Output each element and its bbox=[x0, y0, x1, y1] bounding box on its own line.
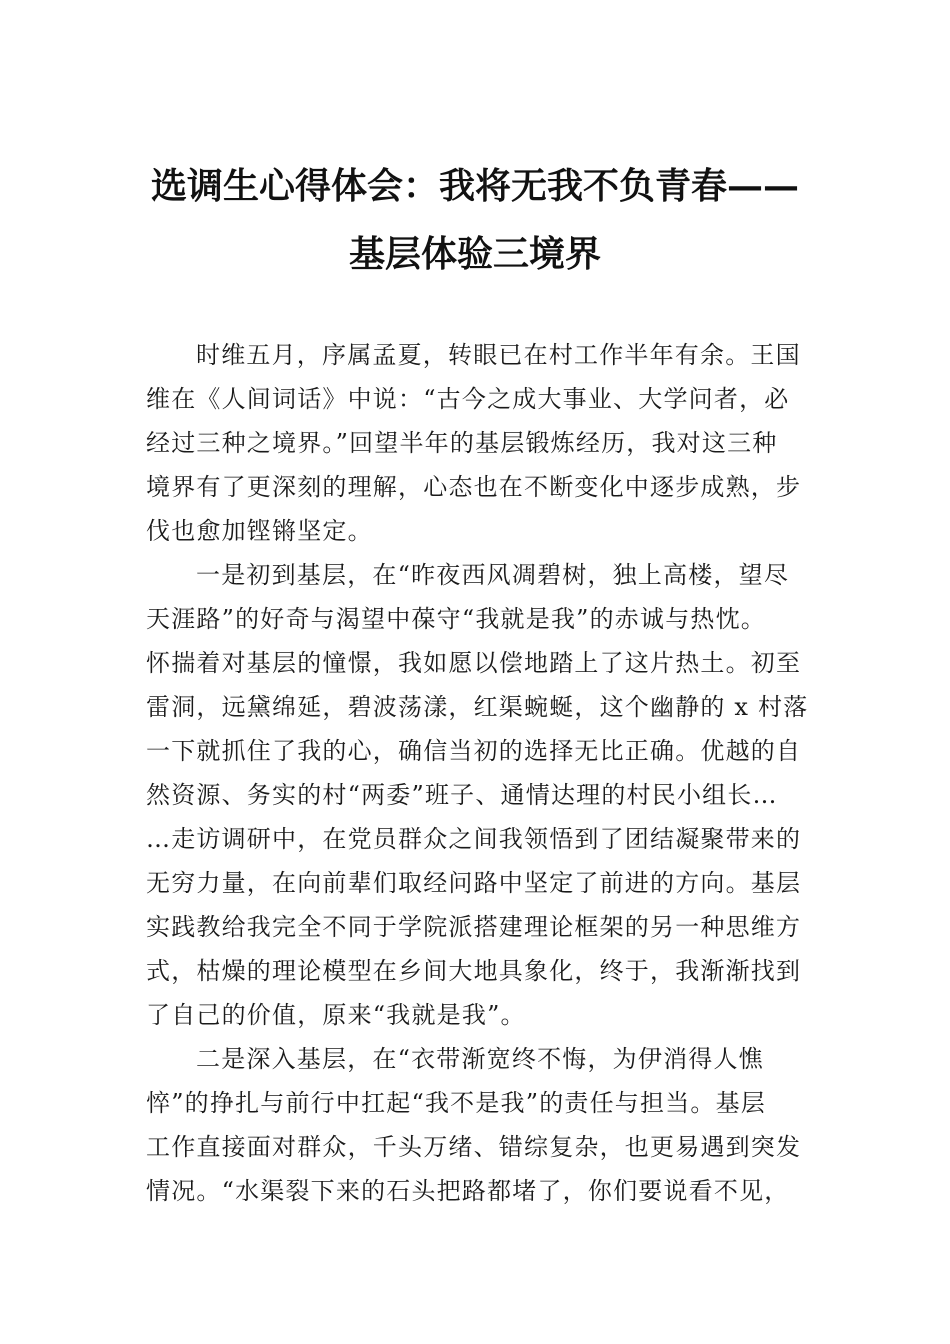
document-body bbox=[146, 333, 809, 1213]
body-line: 一是初到基层，在“昨夜西风凋碧树，独上高楼，望尽 bbox=[196, 561, 790, 589]
body-line: 天涯路”的好奇与渴望中葆守“我就是我”的赤诚与热忱。 bbox=[146, 605, 767, 633]
body-line: 经过三种之境界。”回望半年的基层锻炼经历，我对这三种 bbox=[146, 429, 778, 457]
body-line: 了自己的价值，原来“我就是我”。 bbox=[146, 1001, 526, 1029]
document-title-line-1: 选调生心得体会：我将无我不负青春—— bbox=[150, 165, 799, 207]
body-line: 雷洞，远黛绵延，碧波荡漾，红渠蜿蜒，这个幽静的 x 村落 bbox=[146, 693, 809, 721]
body-line: 无穷力量，在向前辈们取经问路中坚定了前进的方向。基层 bbox=[146, 869, 802, 897]
body-line: 悴”的挣扎与前行中扛起“我不是我”的责任与担当。基层 bbox=[146, 1089, 767, 1117]
body-line: …走访调研中，在党员群众之间我领悟到了团结凝聚带来的 bbox=[146, 825, 802, 853]
body-line: 二是深入基层，在“衣带渐宽终不悔，为伊消得人憔 bbox=[196, 1045, 764, 1073]
body-line: 境界有了更深刻的理解，心态也在不断变化中逐步成熟，步 bbox=[146, 473, 802, 501]
body-line: 维在《人间词话》中说：“古今之成大事业、大学问者，必 bbox=[146, 385, 790, 413]
body-line: 一下就抓住了我的心，确信当初的选择无比正确。优越的自 bbox=[146, 737, 802, 765]
body-line: 伐也愈加铿锵坚定。 bbox=[146, 517, 373, 545]
body-line: 工作直接面对群众，千头万绪、错综复杂，也更易遇到突发 bbox=[146, 1133, 802, 1161]
document-title-line-2: 基层体验三境界 bbox=[348, 233, 601, 275]
body-line: 然资源、务实的村“两委”班子、通情达理的村民小组长… bbox=[146, 781, 778, 809]
body-line: 怀揣着对基层的憧憬，我如愿以偿地踏上了这片热土。初至 bbox=[146, 649, 802, 677]
body-line: 式，枯燥的理论模型在乡间大地具象化，终于，我渐渐找到 bbox=[146, 957, 802, 985]
body-line: 实践教给我完全不同于学院派搭建理论框架的另一种思维方 bbox=[146, 913, 802, 941]
body-line: 情况。“水渠裂下来的石头把路都堵了，你们要说看不见， bbox=[146, 1177, 790, 1205]
body-line: 时维五月，序属孟夏，转眼已在村工作半年有余。王国 bbox=[196, 341, 801, 369]
